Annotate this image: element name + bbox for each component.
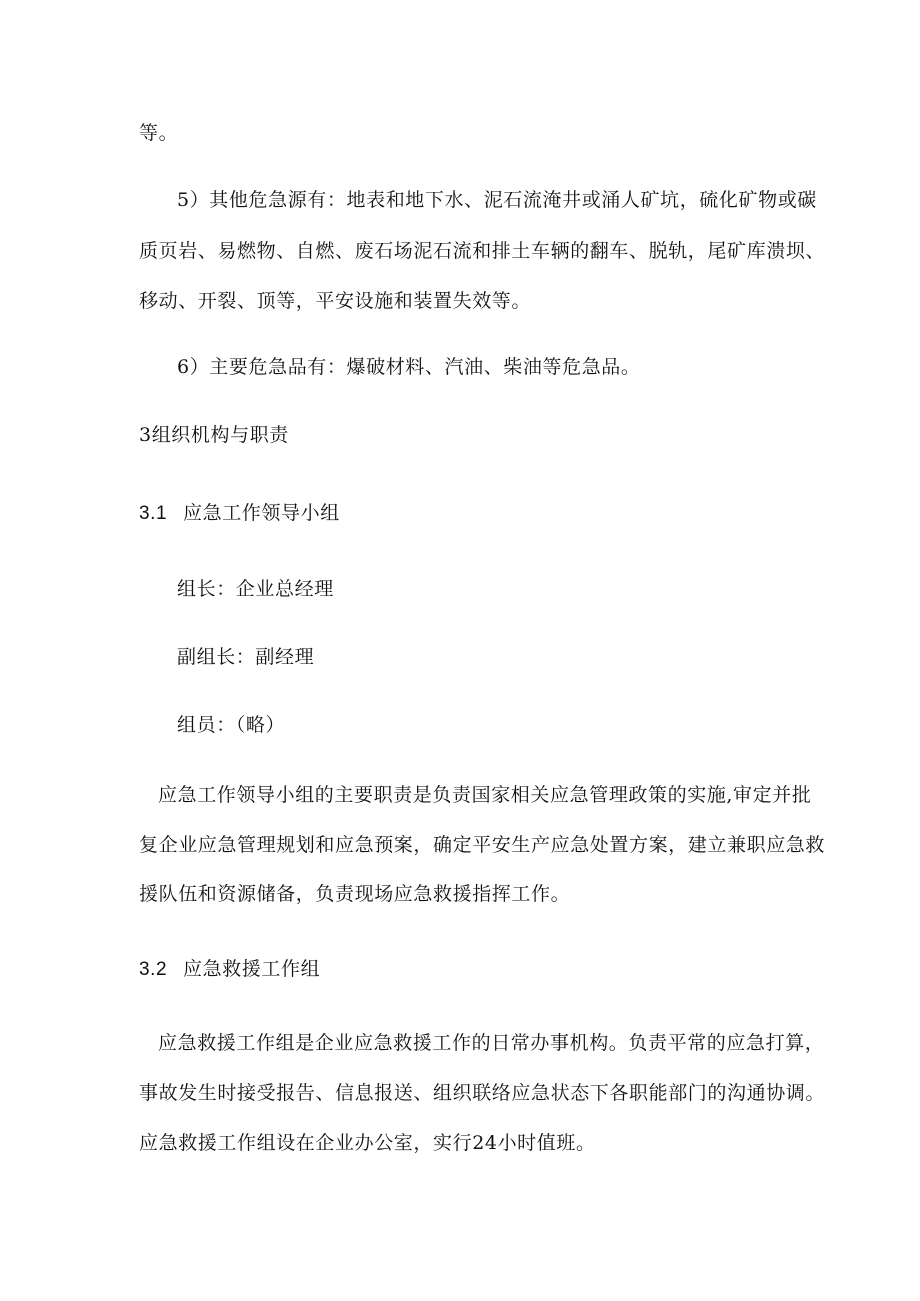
subsection-number: 3.2: [139, 959, 168, 980]
paragraph-line: 应急救援工作组是企业应急救援工作的日常办事机构。负责平常的应急打算，: [158, 1032, 825, 1054]
subsection-number: 3.1: [139, 503, 168, 524]
subsection-title: 应急救援工作组: [183, 958, 321, 980]
paragraph-line: 援队伍和资源储备，负责现场应急救援指挥工作。: [139, 883, 571, 905]
paragraph-line: 事故发生时接受报告、信息报送、组织联络应急状态下各职能部门的沟通协调。: [139, 1082, 826, 1104]
paragraph-line: 5）其他危急源有：地表和地下水、泥石流淹井或涌人矿坑，硫化矿物或碳: [177, 189, 817, 211]
paragraph-line: 6）主要危急品有：爆破材料、汽油、柴油等危急品。: [177, 356, 641, 378]
paragraph-line: 移动、开裂、顶等，平安设施和装置失效等。: [139, 290, 532, 312]
paragraph-line: 质页岩、易燃物、自燃、废石场泥石流和排土车辆的翻车、脱轨，尾矿库溃坝、: [139, 240, 826, 262]
subsection-heading: [139, 501, 340, 526]
subsection-heading: [139, 957, 320, 982]
paragraph-line: 组长：企业总经理: [177, 578, 334, 600]
paragraph-line: 组员：（略）: [177, 714, 286, 736]
paragraph-line: 应急工作领导小组的主要职责是负责国家相关应急管理政策的实施,审定并批: [158, 784, 812, 806]
section-heading: 3组织机构与职责: [139, 424, 289, 446]
subsection-title: 应急工作领导小组: [183, 502, 340, 524]
paragraph-line: 等。: [139, 122, 179, 144]
paragraph-line: 应急救援工作组设在企业办公室，实行24小时值班。: [139, 1132, 596, 1154]
paragraph-line: 副组长：副经理: [177, 646, 315, 668]
paragraph-line: 复企业应急管理规划和应急预案，确定平安生产应急处置方案，建立兼职应急救: [139, 834, 826, 856]
